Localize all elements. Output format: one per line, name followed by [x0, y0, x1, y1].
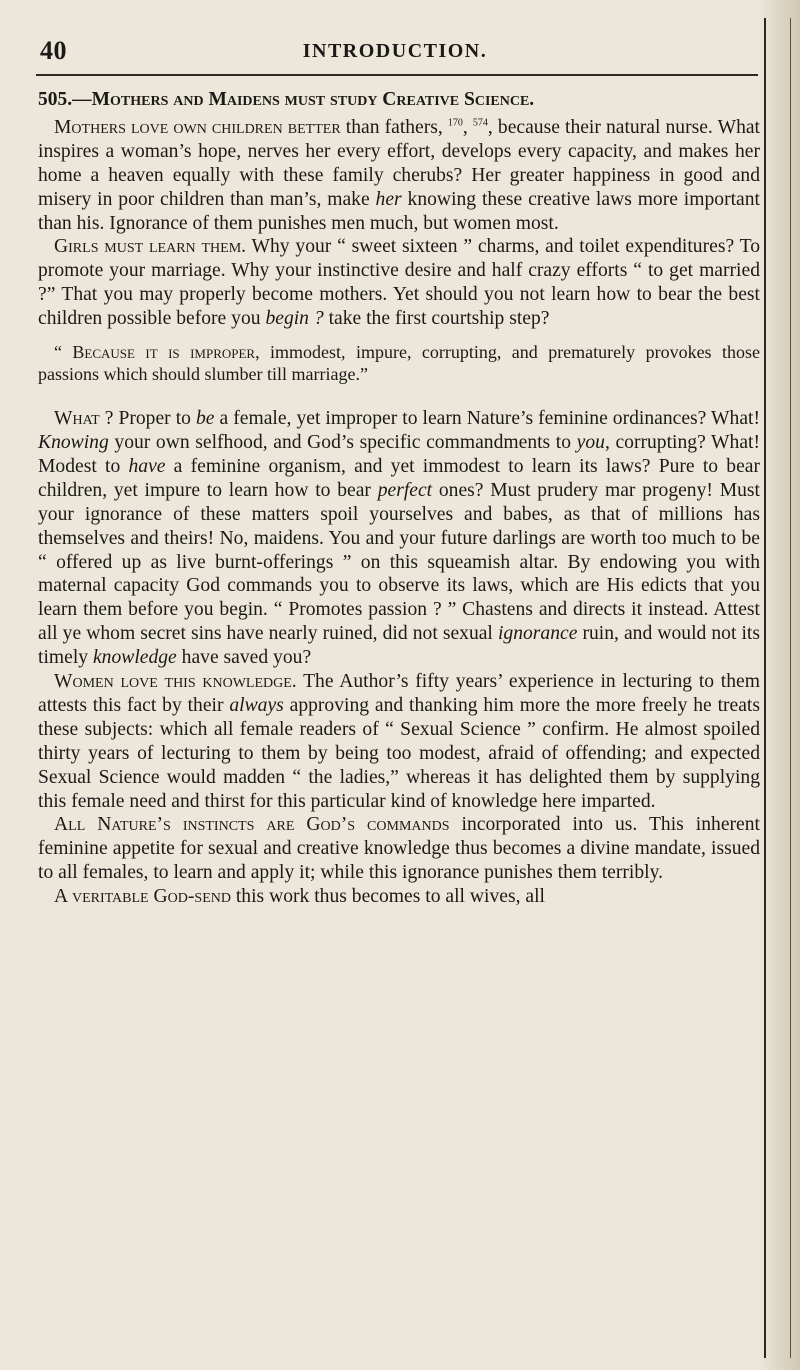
page-edge-line-outer	[790, 18, 791, 1358]
emphasis: you,	[576, 431, 610, 453]
paragraph-text: ruin, and would not its timely	[38, 623, 760, 669]
emphasis: be	[196, 408, 215, 430]
paragraph-text: a feminine organism, and yet immodest to learn its laws? Pure to bear children, yet impure to learn how to bear	[38, 455, 761, 501]
page-header	[30, 32, 760, 70]
section-heading: 505.—Mothers and Maidens must study Creative Science.	[38, 89, 535, 110]
page-number: 40	[40, 36, 67, 65]
emphasis: knowledge	[92, 647, 177, 669]
paragraph-text: ones? Must prudery mar progeny! Must your ignorance of these matters spoil yourselves and babes, as that of millions has themselves and theirs! No, maidens. You and your future darlings are worth too much to be “ offered up as live burnt-offerings ” on this squeamish altar. By endowing you with maternal capacity God commands you to observe its laws, which are His edicts that you learn them before you begin. “ Promotes passion ? ” Chastens and directs it instead. Attest all ye whom secret sins have nearly ruined, did not sexual	[38, 479, 760, 645]
header-rule	[36, 74, 758, 76]
paragraph-godsend	[38, 885, 760, 909]
page-edge-line	[764, 18, 766, 1358]
paragraph-text: this work thus becomes to all wives, all	[230, 886, 545, 908]
paragraph-text: corrupting? What! Modest to	[38, 431, 760, 477]
paragraph-text: incorporated into us. This inherent feminine appetite for sexual and creative knowledge thus becomes a divine mandate, issued to all females, to learn and apply it; while this ignorance punishes them terribly.	[38, 814, 760, 884]
paragraph-text: than fathers,	[340, 116, 448, 138]
paragraph-text: approving and thanking him more the more freely he treats these subjects: which all female readers of “ Sexual Science ” confirm. He almost spoiled thirty years of lecturing to them by being too modest, afraid of offending; and expected Sexual Science would madden “ the ladies,” whereas it has delighted them by supplying this female need and thirst for this particular kind of knowledge here imparted.	[38, 694, 761, 812]
paragraph-girls	[38, 235, 760, 331]
cross-reference: 574	[472, 117, 488, 129]
paragraph-lead: Girls must learn them.	[54, 236, 247, 258]
emphasis: always	[229, 694, 284, 716]
running-head: INTRODUCTION.	[302, 40, 488, 62]
quote-text: immodest, impure, corrupting, and prematurely provokes those passions which should slumber till marriage.”	[38, 342, 760, 385]
paragraph-lead: What ?	[54, 408, 114, 430]
emphasis: perfect	[377, 479, 433, 501]
paragraph-text: ,	[462, 116, 473, 138]
paragraph-text: a female, yet improper to learn Nature’s feminine ordinances? What!	[214, 408, 760, 430]
paragraph-women	[38, 670, 760, 813]
paragraph-mothers	[38, 116, 760, 236]
body-text	[38, 88, 760, 909]
paragraph-instincts	[38, 813, 760, 885]
quote-lead: “ Because it is improper,	[54, 342, 260, 363]
emphasis: Knowing	[38, 431, 109, 453]
paragraph-text: your own selfhood, and God’s specific commandments to	[108, 431, 577, 453]
paragraph-what	[38, 407, 760, 670]
paragraph-text: take the first courtship step?	[323, 308, 550, 330]
emphasis: begin ?	[265, 308, 324, 330]
paragraph-text: knowing these creative laws more important than his. Ignorance of them punishes men much, but women most.	[38, 188, 760, 234]
paragraph-lead: Mothers love own children better	[54, 116, 341, 138]
emphasis: her	[375, 188, 402, 210]
paragraph-lead: A veritable God-send	[54, 886, 231, 908]
paragraph-text: , because their natural nurse. What inspires a woman’s hope, nerves her every effort, develops every capacity, and makes her home a heaven equally with these family cherubs? Her greater happiness in good and misery in poor children than man’s, make	[38, 116, 761, 210]
paragraph-text: Proper to	[113, 408, 196, 430]
paragraph-lead: All Nature’s instincts are God’s commands	[54, 814, 450, 836]
paragraph-text: have saved you?	[176, 647, 312, 669]
cross-reference: 170	[447, 117, 463, 129]
block-quote	[38, 341, 760, 385]
paragraph-text: Why your “ sweet sixteen ” charms, and toilet expenditures? To promote your marriage. Why your instinctive desire and half crazy efforts “ to get married ?” That you may properly become mothers. Yet should you not learn how to bear the best children possible before you	[38, 236, 760, 330]
emphasis: have	[128, 455, 166, 477]
emphasis: ignorance	[497, 623, 578, 645]
paragraph-text: The Author’s fifty years’ experience in lecturing to them attests this fact by their	[38, 671, 760, 716]
paragraph-lead: Women love this knowledge.	[54, 671, 297, 693]
